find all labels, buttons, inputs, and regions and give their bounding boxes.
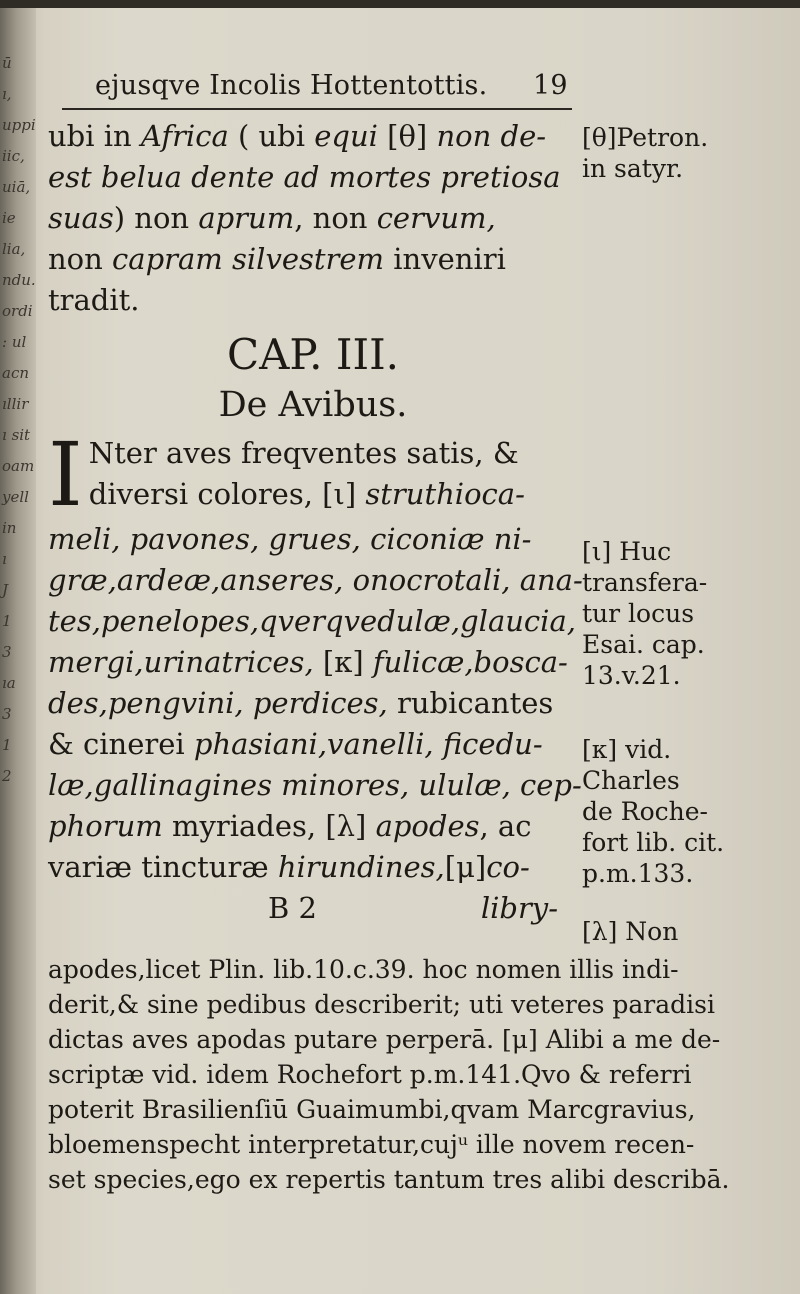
spine-fragment: ı sit: [2, 426, 31, 444]
signature-mark: B 2: [268, 891, 317, 925]
margin-note-lambda: [λ] Non: [582, 917, 679, 946]
margin-note-theta: [θ]Petron. in satyr.: [582, 123, 709, 183]
text-line: læ,gallinagines minores, ululæ, cep-: [48, 768, 582, 802]
text-line: des,pengvini, perdices, rubicantes: [48, 686, 554, 720]
spine-fragment: in: [2, 519, 17, 537]
text-line: non capram silvestrem inveniri: [48, 242, 506, 276]
spine-fragment: lia,: [2, 240, 26, 258]
spine-fragment: : ul: [2, 333, 27, 351]
page-number: 19: [533, 70, 568, 101]
spine-fragment: acn: [2, 364, 30, 382]
spine-fragment: 2: [2, 767, 12, 785]
text-line: Nter aves freqventes satis, &: [88, 436, 519, 470]
text-line: suas) non aprum, non cervum,: [48, 201, 496, 235]
spine-fragment: uppi: [2, 116, 36, 134]
signature-line: [48, 888, 578, 929]
footnote-line: apodes,licet Plin. lib.10.c.39. hoc nomen illis indi-: [48, 955, 679, 984]
chapter-heading: CAP. III.: [226, 330, 400, 379]
spine-fragment: ū: [2, 54, 12, 72]
spine-fragment: yell: [2, 488, 29, 506]
spine-fragment: 1: [2, 612, 12, 630]
running-head-title: ejusqve Incolis Hottentottis.: [95, 70, 488, 101]
book-spine: [0, 8, 36, 1294]
text-line: tes,penelopes,qverqvedulæ,glaucia,: [48, 604, 576, 638]
text-line: tradit.: [48, 283, 140, 317]
footnote-line: poterit Brasilienſiū Guaimumbi,qvam Marcgravius,: [48, 1095, 696, 1124]
spine-fragment: ı,: [2, 85, 12, 103]
spine-fragment: 3: [2, 705, 12, 723]
catchword: libry-: [480, 891, 558, 925]
drop-capital: I: [48, 423, 83, 526]
book-page: [0, 8, 800, 1294]
text-line: græ,ardeæ,anseres, onocrotali, ana-: [48, 563, 583, 597]
text-line: & cinerei phasiani,vanelli, ficedu-: [48, 727, 543, 761]
spine-fragment: ıa: [2, 674, 16, 692]
spine-fragment: 1: [2, 736, 12, 754]
spine-fragment: oam: [2, 457, 35, 475]
text-line: est belua dente ad mortes pretiosa: [48, 160, 561, 194]
spine-fragment: ndu.: [2, 271, 36, 289]
text-line: phorum myriades, [λ] apodes, ac: [48, 809, 532, 843]
spine-fragment: J: [2, 581, 9, 599]
spine-fragment: 3: [2, 643, 12, 661]
text-line: diversi colores, [ι] struthioca-: [88, 477, 525, 511]
spine-fragment: uiā,: [2, 178, 31, 196]
footnote-line: bloemenspecht interpretatur,cujᵘ ille novem recen-: [48, 1130, 695, 1159]
spine-fragment: ıllir: [2, 395, 29, 413]
footnote-line: scriptæ vid. idem Rochefort p.m.141.Qvo & referri: [48, 1060, 692, 1089]
margin-note-iota: [ι] Huc transfera- tur locus Esai. cap. 13.v.21.: [582, 537, 708, 690]
footnote-line: derit,& sine pedibus describerit; uti veteres paradisi: [48, 990, 715, 1019]
footnote-block: [48, 952, 792, 1197]
footnote-line: dictas aves apodas putare perperā. [μ] Alibi a me de-: [48, 1025, 721, 1054]
spine-fragment: ı: [2, 550, 7, 568]
text-line: ubi in Africa ( ubi equi [θ] non de-: [48, 119, 547, 153]
head-rule: [62, 108, 572, 110]
margin-note-kappa: [κ] vid. Charles de Roche- fort lib. cit. p.m.133.: [582, 735, 725, 888]
footnote-line: set species,ego ex repertis tantum tres alibi describā.: [48, 1165, 730, 1194]
spine-fragment: ordi: [2, 302, 33, 320]
spine-text-fragments: [2, 48, 36, 792]
main-text-column: [48, 116, 583, 929]
text-line: meli, pavones, grues, ciconiæ ni-: [48, 522, 532, 556]
chapter-title: De Avibus.: [218, 385, 408, 425]
running-head: [95, 70, 575, 101]
spine-fragment: iic,: [2, 147, 25, 165]
spine-fragment: ie: [2, 209, 16, 227]
text-line: variæ tincturæ hirundines,[μ]co-: [48, 850, 530, 884]
text-line: mergi,urinatrices, [κ] fulicæ,bosca-: [48, 645, 568, 679]
